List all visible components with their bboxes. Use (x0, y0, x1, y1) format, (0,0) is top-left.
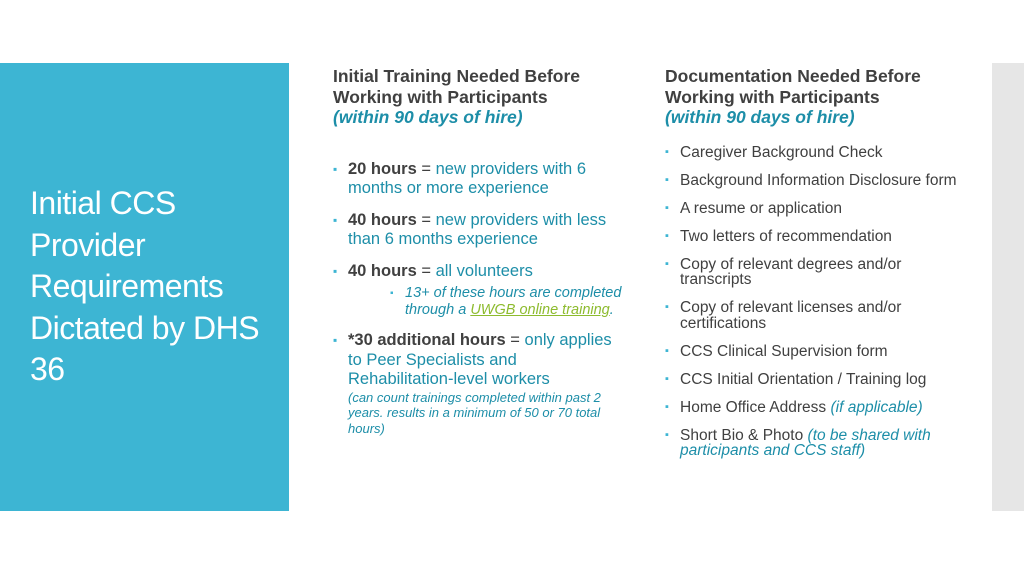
list-item (333, 160, 623, 199)
training-heading-sub: (within 90 days of hire) (333, 107, 523, 127)
item-text: Caregiver Background Check (680, 143, 883, 161)
side-accent-bar (992, 63, 1024, 511)
list-item (333, 211, 623, 250)
sub-item-end: . (609, 302, 614, 318)
item-text: Short Bio & Photo (680, 426, 808, 444)
sub-list-item (390, 285, 623, 319)
list-item (333, 262, 623, 320)
list-item (665, 372, 965, 388)
training-list (333, 160, 623, 437)
hours-label: 40 hours (348, 210, 417, 229)
hours-label: 40 hours (348, 261, 417, 280)
item-text: Copy of relevant licenses and/or certifications (680, 299, 902, 332)
hours-label: 20 hours (348, 159, 417, 178)
bullet-icon: ▪ (333, 263, 338, 278)
training-heading-text: Initial Training Needed Before Working with Participants (333, 66, 580, 107)
item-text: CCS Initial Orientation / Training log (680, 370, 927, 388)
documentation-list (665, 145, 965, 459)
bullet-icon: ▪ (665, 145, 669, 158)
bullet-icon: ▪ (665, 400, 669, 413)
list-item (665, 428, 965, 459)
item-text: Home Office Address (680, 398, 831, 416)
item-note: (can count trainings completed within past 2 years. results in a minimum of 50 or 70 total hours) (348, 389, 601, 436)
bullet-icon: ▪ (665, 229, 669, 242)
item-text: all volunteers (435, 261, 533, 280)
list-item (665, 257, 965, 288)
list-item (665, 173, 965, 189)
hours-label: *30 additional hours (348, 331, 506, 349)
bullet-icon: ▪ (333, 161, 338, 176)
sub-item-text: 13+ of these hours are completed through a (405, 285, 622, 318)
item-text: only applies to Peer Specialists and Rehabilitation-level workers (348, 331, 612, 388)
equals-sign: = (416, 261, 436, 280)
documentation-heading-text: Documentation Needed Before Working with Participants (665, 66, 921, 107)
list-item (665, 300, 965, 331)
list-item (665, 344, 965, 360)
equals-sign: = (416, 210, 436, 229)
bullet-icon: ▪ (665, 301, 669, 313)
list-item (665, 145, 965, 161)
bullet-icon: ▪ (665, 344, 669, 357)
item-text: A resume or application (680, 199, 842, 217)
list-item (665, 229, 965, 245)
documentation-column (665, 66, 965, 471)
bullet-icon: ▪ (333, 212, 338, 227)
training-heading (333, 66, 623, 128)
list-item (333, 331, 623, 436)
training-column (333, 66, 623, 448)
bullet-icon: ▪ (390, 288, 394, 299)
item-text: Two letters of recommendation (680, 227, 892, 245)
bullet-icon: ▪ (665, 257, 669, 270)
documentation-heading-sub: (within 90 days of hire) (665, 107, 855, 127)
equals-sign: = (505, 331, 525, 349)
equals-sign: = (416, 159, 436, 178)
bullet-icon: ▪ (665, 173, 669, 186)
item-note: (if applicable) (830, 398, 923, 416)
bullet-icon: ▪ (333, 333, 338, 347)
item-text: CCS Clinical Supervision form (680, 342, 888, 360)
sub-list (390, 285, 623, 319)
item-text: new providers with less than 6 months experience (348, 210, 607, 248)
uwgb-training-link[interactable]: UWGB online training (470, 302, 610, 318)
item-text: Background Information Disclosure form (680, 171, 957, 189)
item-text: new providers with 6 months or more experience (348, 159, 586, 197)
item-note: (to be shared with participants and CCS staff) (680, 426, 931, 459)
item-text: Copy of relevant degrees and/or transcripts (680, 255, 902, 288)
documentation-heading (665, 66, 965, 128)
bullet-icon: ▪ (665, 428, 669, 441)
slide-title: Initial CCS Provider Requirements Dictated by DHS 36 (30, 185, 260, 387)
bullet-icon: ▪ (665, 201, 669, 214)
list-item (665, 201, 965, 217)
list-item (665, 400, 965, 416)
bullet-icon: ▪ (665, 372, 669, 385)
